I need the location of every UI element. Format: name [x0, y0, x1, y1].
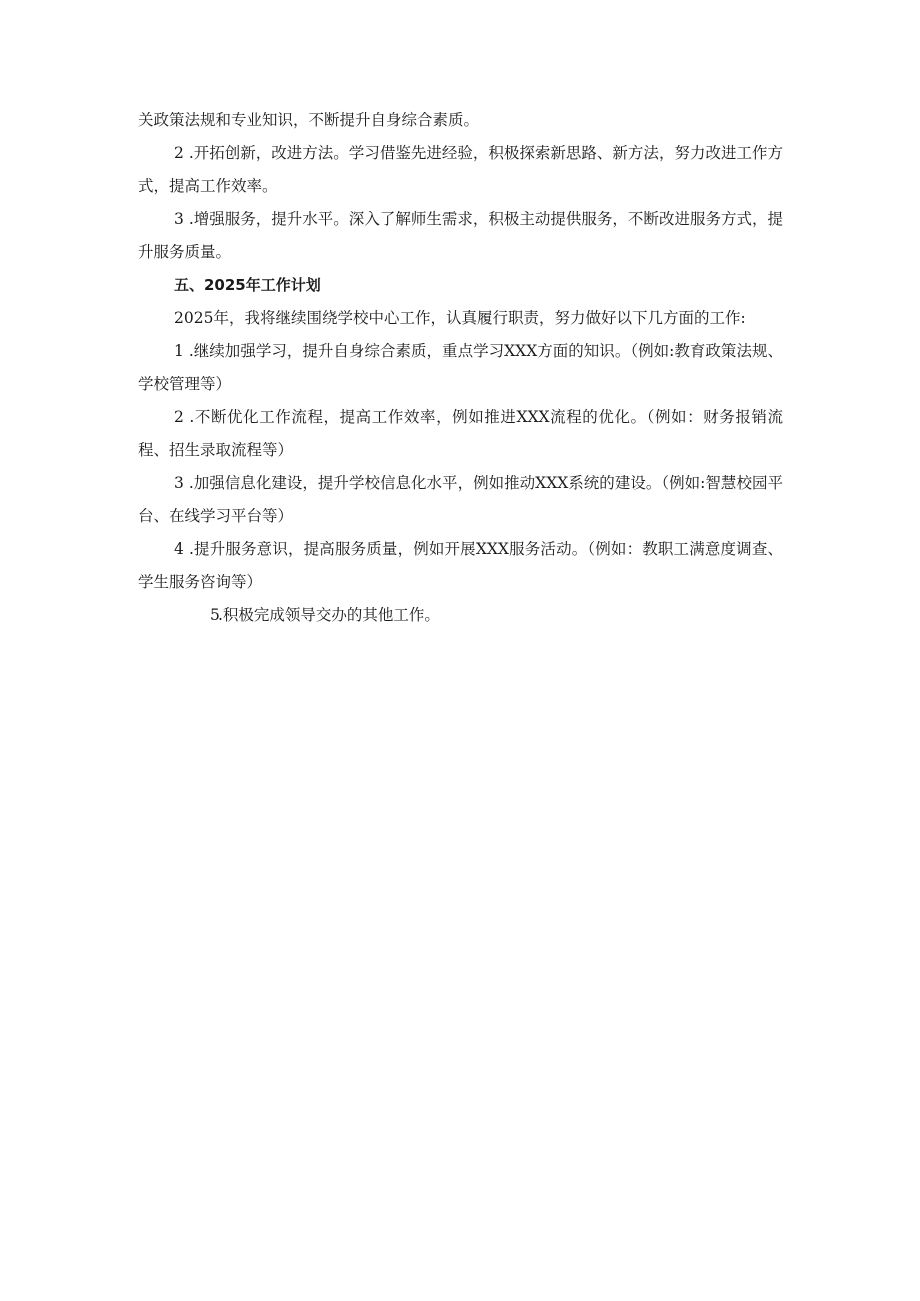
list-item-number: 2 [174, 408, 184, 426]
list-item-s5-2 [138, 401, 783, 467]
list-item-text: .增强服务，提升水平。深入了解师生需求，积极主动提供服务，不断改进服务方式，提升服务质量。 [138, 210, 783, 261]
list-item-text: .提升服务意识，提高服务质量，例如开展XXX服务活动。（例如：教职工满意度调查、学生服务咨询等） [138, 540, 783, 591]
list-item-number: 3 [174, 210, 184, 228]
section-heading: 五、2025年工作计划 [174, 276, 321, 294]
paragraph-section5-intro: 2025年，我将继续围绕学校中心工作，认真履行职责，努力做好以下几方面的工作: [174, 309, 746, 327]
list-item-s4-3 [138, 203, 783, 269]
list-item-text: .继续加强学习，提升自身综合素质，重点学习XXX方面的知识。（例如:教育政策法规、学校管理等） [138, 342, 783, 393]
list-item-number: 5 [210, 606, 220, 624]
list-item-number: 1 [174, 342, 184, 360]
document-body [138, 104, 783, 632]
list-item-text: .开拓创新，改进方法。学习借鉴先进经验，积极探索新思路、新方法，努力改进工作方式，提高工作效率。 [138, 144, 783, 195]
list-item-s4-2 [138, 137, 783, 203]
list-item-text: .不断优化工作流程，提高工作效率，例如推进XXX流程的优化。（例如：财务报销流程、招生录取流程等） [138, 408, 783, 459]
paragraph-intro-tail: 关政策法规和专业知识，不断提升自身综合素质。 [138, 111, 480, 129]
list-item-s5-5 [138, 599, 783, 632]
list-item-s5-4 [138, 533, 783, 599]
list-item-text: .加强信息化建设，提升学校信息化水平，例如推动XXX系统的建设。（例如:智慧校园平台、在线学习平台等） [138, 474, 783, 525]
list-item-number: 4 [174, 540, 184, 558]
list-item-number: 3 [174, 474, 184, 492]
list-item-number: 2 [174, 144, 184, 162]
list-item-text: .积极完成领导交办的其他工作。 [218, 606, 440, 624]
list-item-s5-1 [138, 335, 783, 401]
list-item-s5-3 [138, 467, 783, 533]
